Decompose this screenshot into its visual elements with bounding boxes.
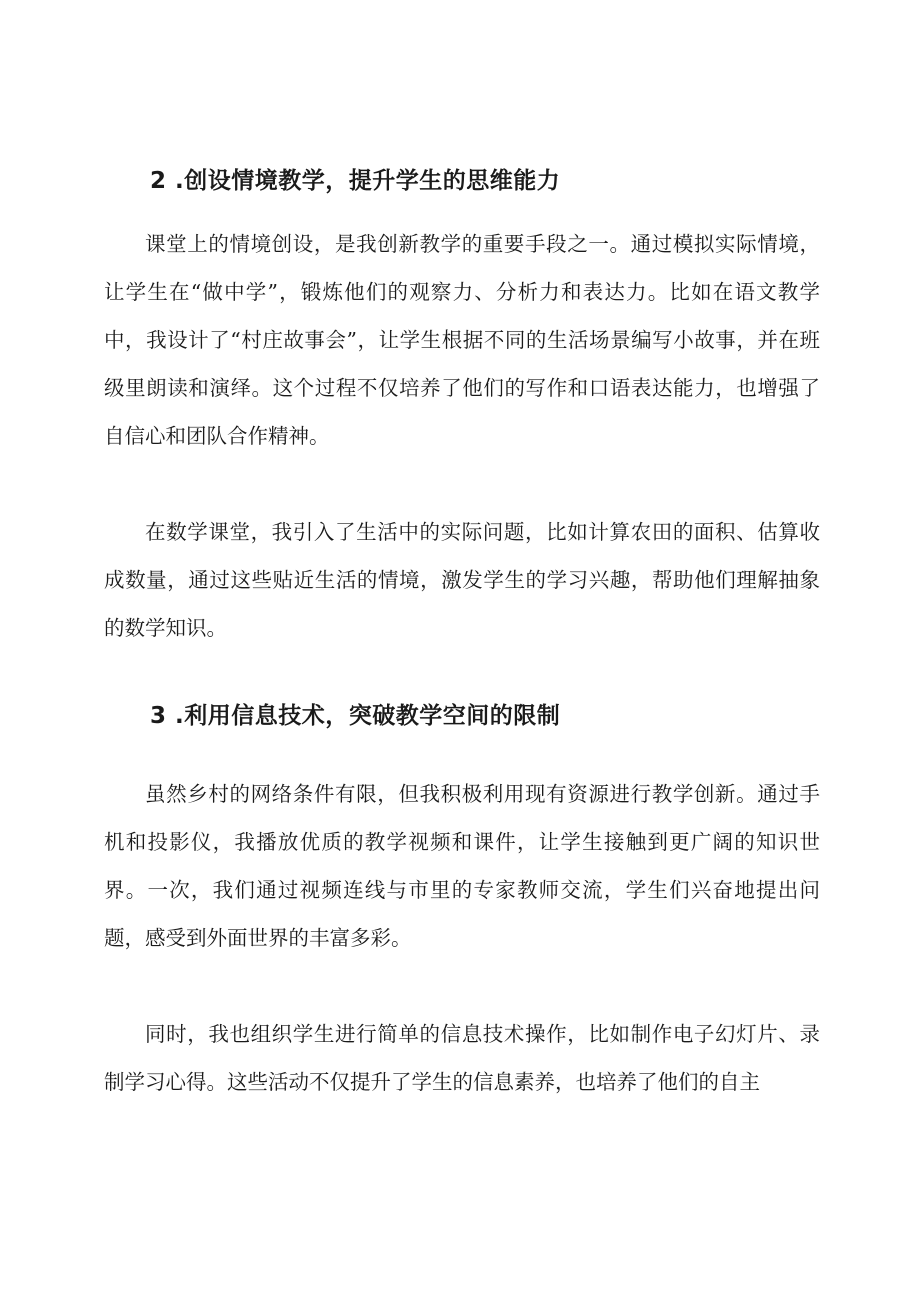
section-heading: 2 .创设情境教学，提升学生的思维能力 bbox=[150, 168, 561, 194]
paragraph: 虽然乡村的网络条件有限，但我积极利用现有资源进行教学创新。通过手机和投影仪，我播放优质的教学视频和课件，让学生接触到更广阔的知识世界。一次，我们通过视频连线与市里的专家教师交流，学生们兴奋地提出问题，感受到外面世界的丰富多彩。 bbox=[104, 782, 820, 950]
paragraph: 课堂上的情境创设，是我创新教学的重要手段之一。通过模拟实际情境，让学生在“做中学”，锻炼他们的观察力、分析力和表达力。比如在语文教学中，我设计了“村庄故事会”，让学生根据不同的生活场景编写小故事，并在班级里朗读和演绎。这个过程不仅培养了他们的写作和口语表达能力，也增强了自信心和团队合作精神。 bbox=[104, 232, 820, 448]
paragraph: 在数学课堂，我引入了生活中的实际问题，比如计算农田的面积、估算收成数量，通过这些贴近生活的情境，激发学生的学习兴趣，帮助他们理解抽象的数学知识。 bbox=[104, 520, 820, 640]
section-heading: 3 .利用信息技术，突破教学空间的限制 bbox=[150, 703, 561, 729]
paragraph: 同时，我也组织学生进行简单的信息技术操作，比如制作电子幻灯片、录制学习心得。这些活动不仅提升了学生的信息素养，也培养了他们的自主 bbox=[104, 1022, 820, 1094]
